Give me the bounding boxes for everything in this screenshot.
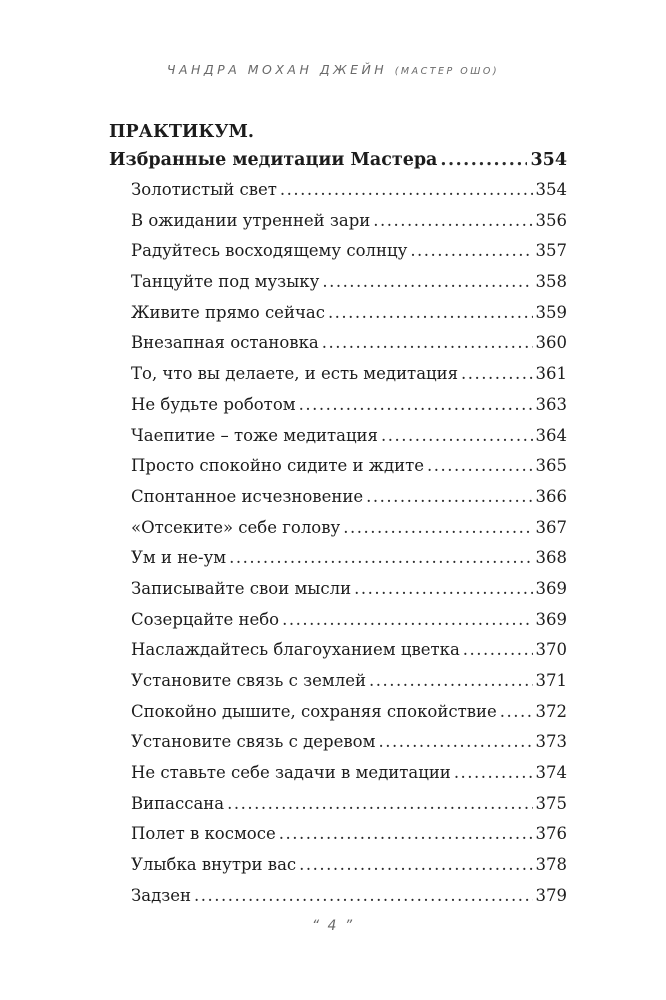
dot-leader bbox=[381, 421, 533, 452]
toc-entry bbox=[109, 482, 567, 513]
toc-entry-title: Установите связь с деревом bbox=[131, 732, 376, 752]
dot-leader bbox=[369, 666, 533, 697]
toc-entry-page: 375 bbox=[535, 793, 567, 813]
toc-main-entry bbox=[109, 146, 567, 175]
toc-entry-page: 368 bbox=[535, 548, 567, 568]
toc-entry bbox=[109, 605, 567, 636]
toc-entry-title: Установите связь с землей bbox=[131, 671, 366, 690]
toc-entry-page: 370 bbox=[535, 640, 567, 660]
dot-leader bbox=[354, 574, 532, 605]
table-of-contents bbox=[109, 118, 567, 912]
toc-entry-page: 365 bbox=[535, 456, 567, 476]
dot-leader bbox=[227, 789, 532, 820]
toc-entry-title: Золотистый свет bbox=[131, 180, 277, 199]
toc-entry-page: 354 bbox=[535, 180, 567, 199]
toc-entry-title: Созерцайте небо bbox=[131, 609, 280, 629]
toc-entry bbox=[109, 789, 567, 820]
toc-entry-title: Внезапная остановка bbox=[131, 333, 319, 353]
toc-entry-title: То, что вы делаете, и есть медитация bbox=[131, 364, 459, 384]
dot-leader bbox=[280, 175, 533, 206]
toc-entry-title: Ум и не-ум bbox=[131, 548, 227, 568]
dot-leader bbox=[440, 146, 527, 175]
dot-leader bbox=[343, 513, 532, 544]
toc-entry-page: 357 bbox=[535, 241, 567, 261]
toc-entry-title: Не будьте роботом bbox=[131, 394, 296, 414]
toc-entry-title: Чаепитие – тоже медитация bbox=[131, 425, 378, 445]
toc-entry bbox=[109, 175, 567, 206]
dot-leader bbox=[322, 267, 532, 298]
dot-leader bbox=[322, 328, 533, 359]
toc-entry-page: 356 bbox=[535, 210, 567, 230]
dot-leader bbox=[500, 697, 533, 728]
toc-entry-page: 354 bbox=[530, 150, 567, 170]
page-number: “ 4 ” bbox=[311, 918, 355, 934]
toc-entry-title: Избранные медитации Мастера bbox=[109, 150, 438, 170]
dot-leader bbox=[427, 451, 532, 482]
toc-entry-title: Полет в космосе bbox=[131, 824, 276, 844]
toc-entry bbox=[109, 267, 567, 298]
toc-entry bbox=[109, 727, 567, 758]
toc-entry bbox=[109, 850, 567, 881]
toc-entry bbox=[109, 574, 567, 605]
toc-entry-title: Спонтанное исчезновение bbox=[131, 486, 364, 506]
toc-entry-page: 369 bbox=[535, 578, 567, 598]
toc-entry-page: 366 bbox=[535, 486, 567, 506]
toc-entry bbox=[109, 298, 567, 329]
toc-entry bbox=[109, 236, 567, 267]
toc-entry bbox=[109, 390, 567, 421]
running-header bbox=[0, 62, 666, 77]
dot-leader bbox=[410, 236, 532, 267]
toc-entry bbox=[109, 819, 567, 850]
section-title: ПРАКТИКУМ. bbox=[109, 122, 254, 142]
toc-entry-page: 359 bbox=[535, 302, 567, 322]
toc-entry-title: «Отсеките» себе голову bbox=[131, 517, 341, 537]
toc-entry-page: 376 bbox=[535, 824, 567, 844]
running-header-paren: (МАСТЕР ОШО) bbox=[394, 66, 500, 77]
dot-leader bbox=[299, 390, 533, 421]
dot-leader bbox=[279, 819, 533, 850]
dot-leader bbox=[461, 359, 532, 390]
toc-entry-title: Радуйтесь восходящему солнцу bbox=[131, 241, 408, 261]
toc-entry-title: Наслаждайтесь благоуханием цветка bbox=[131, 640, 460, 660]
toc-entry bbox=[109, 881, 567, 912]
toc-entry-title: Просто спокойно сидите и ждите bbox=[131, 456, 425, 476]
toc-entry bbox=[109, 328, 567, 359]
dot-leader bbox=[454, 758, 533, 789]
toc-entry-page: 367 bbox=[535, 517, 567, 537]
toc-entry-page: 372 bbox=[535, 701, 567, 721]
toc-entry-page: 363 bbox=[535, 394, 567, 414]
dot-leader bbox=[366, 482, 532, 513]
toc-entry-title: Живите прямо сейчас bbox=[131, 302, 325, 322]
toc-entry-title: Спокойно дышите, сохраняя спокойствие bbox=[131, 701, 497, 721]
dot-leader bbox=[299, 850, 532, 881]
toc-entry-title: Записывайте свои мысли bbox=[131, 578, 352, 598]
toc-entry-page: 379 bbox=[535, 885, 567, 905]
toc-entry-page: 369 bbox=[535, 609, 567, 629]
toc-entry-page: 373 bbox=[535, 732, 567, 752]
toc-entry-page: 371 bbox=[535, 671, 567, 690]
dot-leader bbox=[282, 605, 532, 636]
toc-entry-page: 374 bbox=[535, 763, 567, 783]
dot-leader bbox=[373, 206, 532, 237]
dot-leader bbox=[463, 635, 533, 666]
toc-entry bbox=[109, 543, 567, 574]
toc-entry-page: 360 bbox=[535, 333, 567, 353]
dot-leader bbox=[229, 543, 532, 574]
toc-entry-page: 358 bbox=[535, 272, 567, 292]
toc-entry bbox=[109, 635, 567, 666]
toc-entry-title: Танцуйте под музыку bbox=[131, 272, 320, 292]
toc-entry bbox=[109, 451, 567, 482]
toc-entry bbox=[109, 697, 567, 728]
dot-leader bbox=[194, 881, 532, 912]
toc-entry-page: 378 bbox=[535, 855, 567, 875]
toc-entry-title: В ожидании утренней зари bbox=[131, 210, 371, 230]
toc-entry bbox=[109, 206, 567, 237]
toc-entry-title: Випассана bbox=[131, 793, 225, 813]
toc-entry bbox=[109, 758, 567, 789]
toc-entry-title: Не ставьте себе задачи в медитации bbox=[131, 763, 451, 783]
dot-leader bbox=[378, 727, 532, 758]
toc-entry bbox=[109, 421, 567, 452]
toc-entry-title: Улыбка внутри вас bbox=[131, 855, 297, 875]
dot-leader bbox=[328, 298, 533, 329]
toc-entry-title: Задзен bbox=[131, 885, 192, 905]
toc-entry bbox=[109, 513, 567, 544]
running-header-title: ЧАНДРА МОХАН ДЖЕЙН bbox=[166, 62, 388, 77]
toc-entry bbox=[109, 666, 567, 697]
toc-entry bbox=[109, 359, 567, 390]
toc-entry-page: 361 bbox=[535, 364, 567, 384]
toc-entry-page: 364 bbox=[535, 425, 567, 445]
